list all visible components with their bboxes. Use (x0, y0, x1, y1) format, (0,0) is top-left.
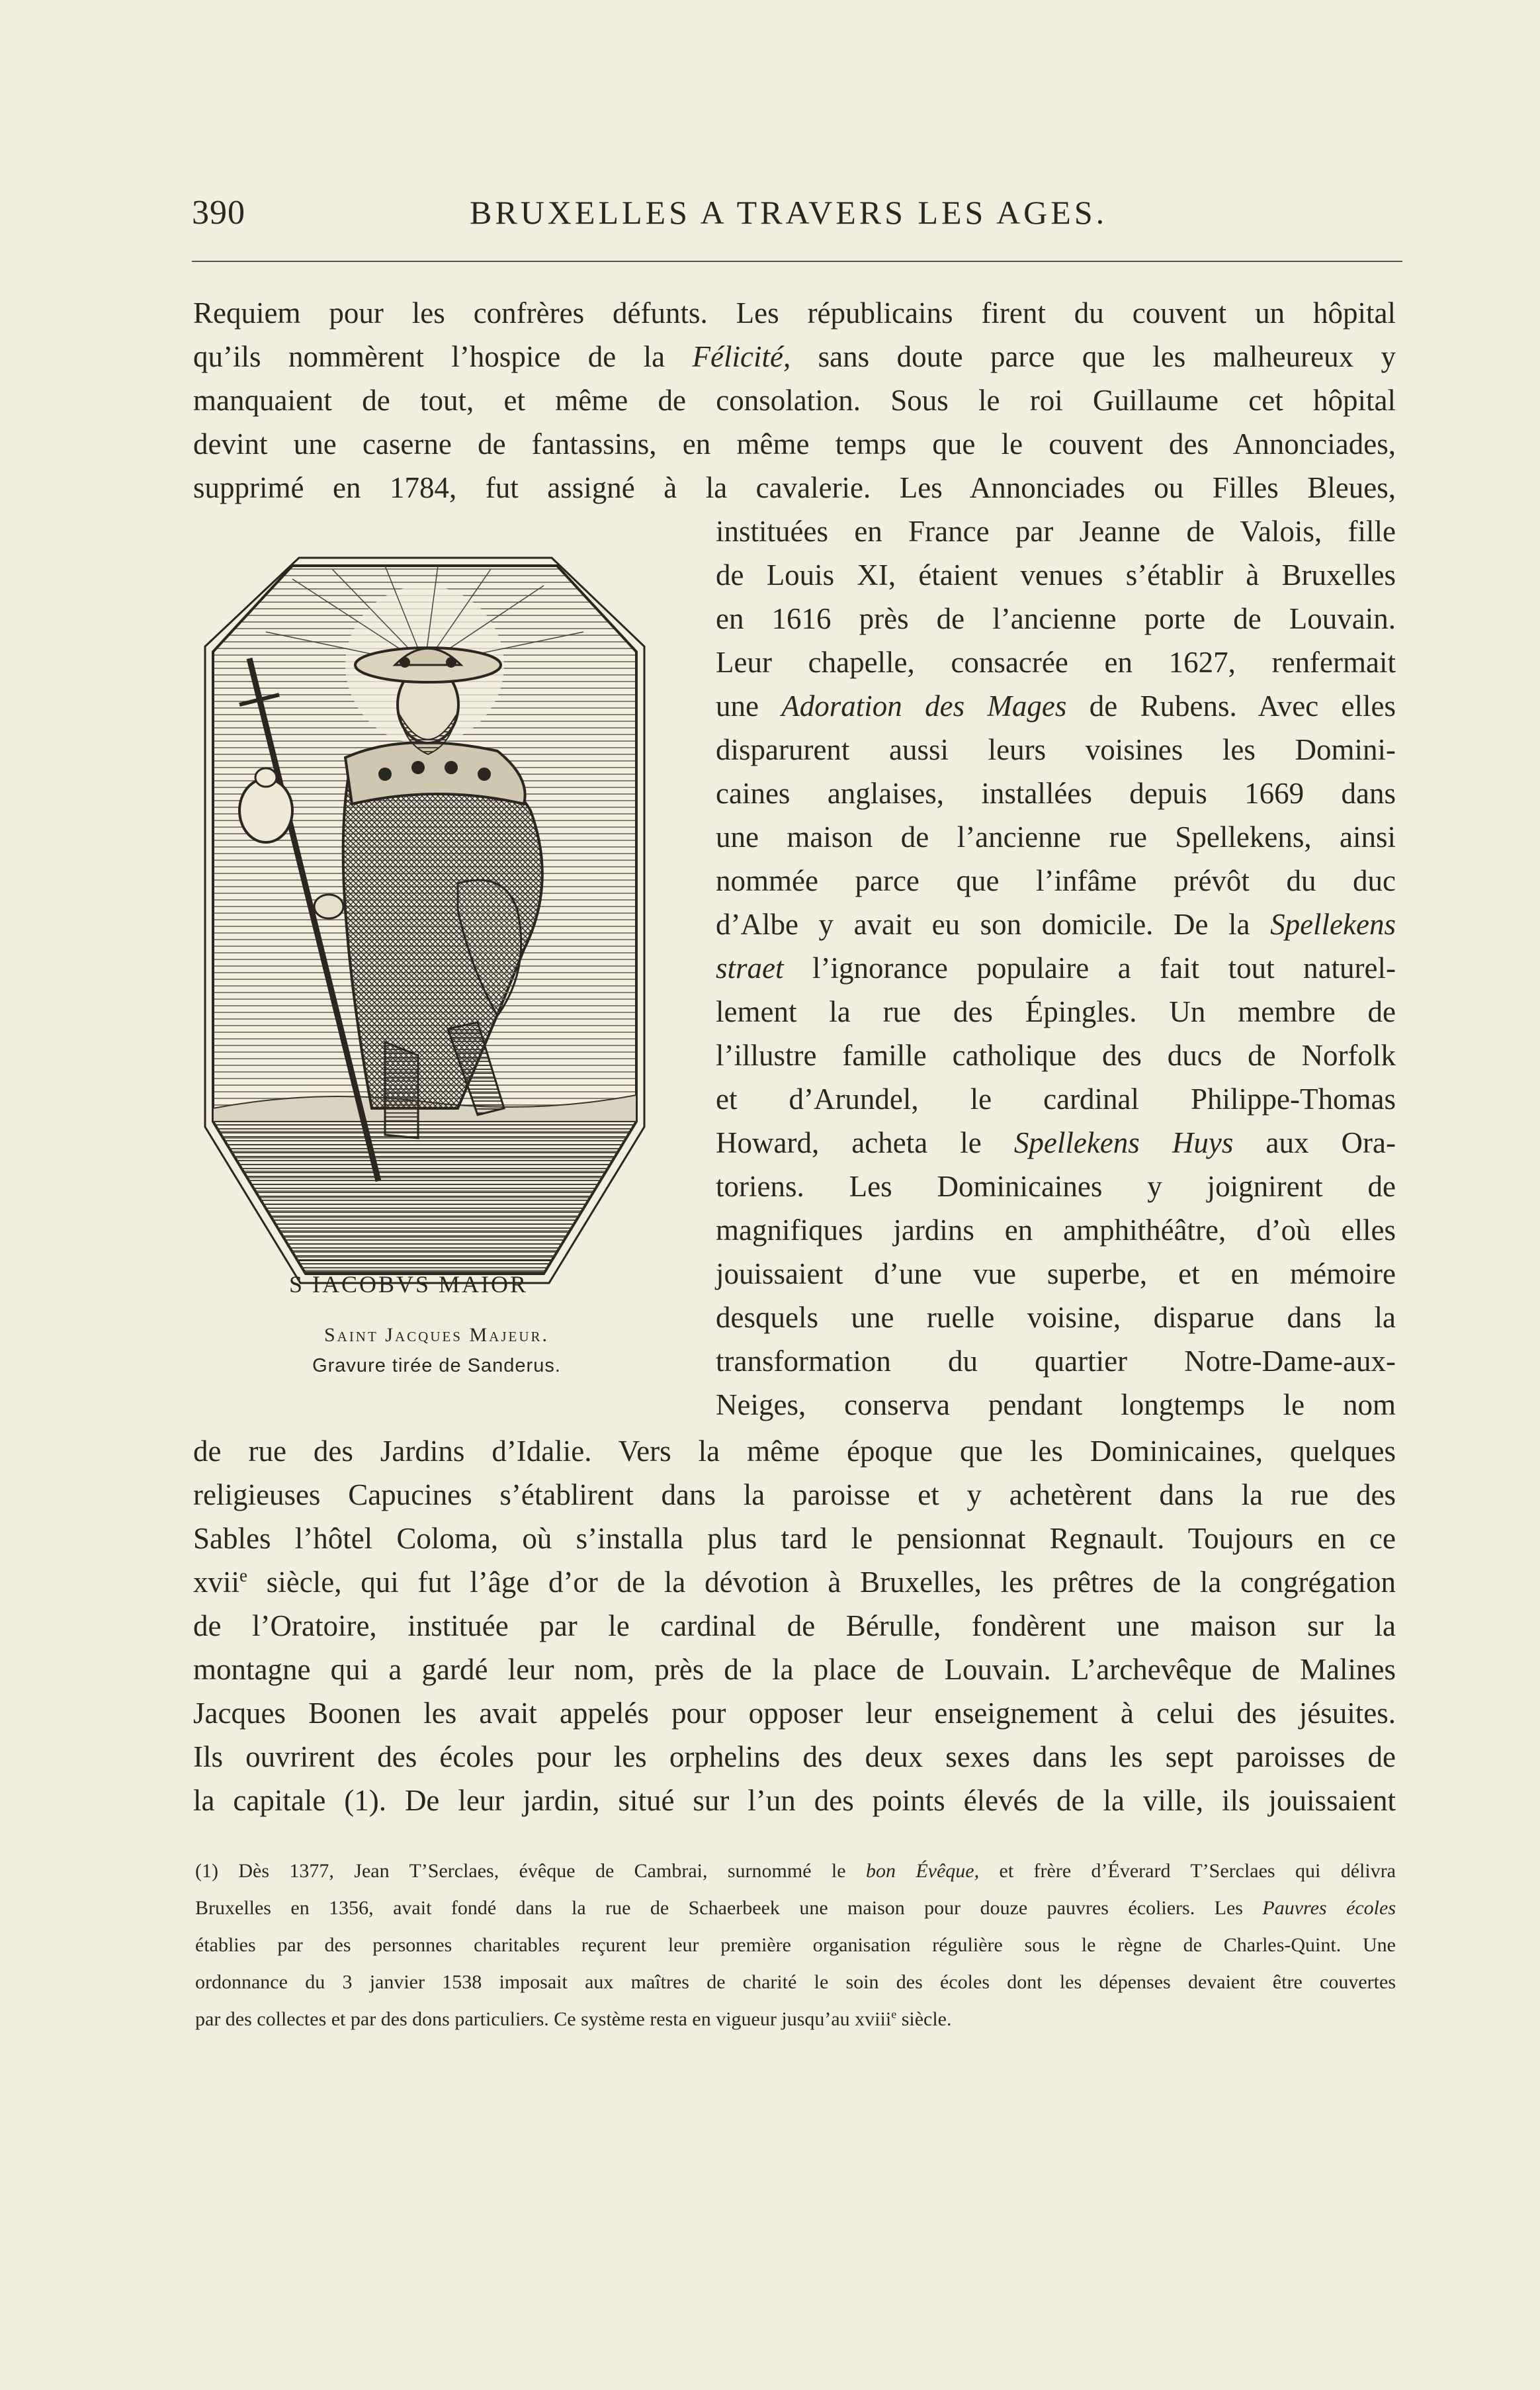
paragraph-right-column (716, 509, 1396, 1427)
text-line: magnifiques jardins en amphithéâtre, d’où elles (716, 1214, 1396, 1247)
paragraph-top (193, 291, 1396, 509)
text-line: l’illustre famille catholique des ducs de Norfolk (716, 1039, 1396, 1072)
paragraph-bottom (193, 1429, 1396, 1822)
text-line: Howard, acheta le Spellekens Huys aux Ora- (716, 1126, 1396, 1159)
text-line: manquaient de tout, et même de consolation. Sous le roi Guillaume cet hôpital (193, 384, 1396, 417)
text-line: straet l’ignorance populaire a fait tout naturel- (716, 952, 1396, 985)
text-line: transformation du quartier Notre-Dame-aux- (716, 1345, 1396, 1378)
text-line: devint une caserne de fantassins, en même temps que le couvent des Annonciades, (193, 427, 1396, 461)
text-line: une Adoration des Mages de Rubens. Avec elles (716, 689, 1396, 723)
text-line: Sables l’hôtel Coloma, où s’installa plus tard le pensionnat Regnault. Toujours en ce (193, 1522, 1396, 1555)
header-rule (192, 261, 1402, 262)
text-line: une maison de l’ancienne rue Spellekens, ainsi (716, 820, 1396, 854)
text-line: Neiges, conserva pendant longtemps le nom (716, 1388, 1396, 1421)
text-line: xvii$^e$ siècle, qui fut l’âge d’or de la dévotion à Bruxelles, les prêtres de la congrégation (193, 1566, 1396, 1599)
text-line: Leur chapelle, consacrée en 1627, renfermait (716, 646, 1396, 679)
engraving-figure (187, 539, 663, 1300)
saint-james-engraving (187, 539, 663, 1300)
text-line: par des collectes et par des dons particuliers. Ce système resta en vigueur jusqu’au xviii$^e$ siècle. (195, 2008, 952, 2030)
text-line: nommée parce que l’infâme prévôt du duc (716, 864, 1396, 897)
running-head (192, 193, 1396, 240)
text-line: et d’Arundel, le cardinal Philippe-Thomas (716, 1083, 1396, 1116)
page-number: 390 (192, 194, 245, 232)
text-line: lement la rue des Épingles. Un membre de (716, 995, 1396, 1028)
text-line: établies par des personnes charitables reçurent leur première organisation régulière sous le règne de Charles-Quint. Une (195, 1934, 1396, 1956)
figure-caption (192, 1320, 681, 1381)
text-line: Jacques Boonen les avait appelés pour opposer leur enseignement à celui des jésuites. (193, 1697, 1396, 1730)
text-line: ordonnance du 3 janvier 1538 imposait aux maîtres de charité le soin des écoles dont les dépenses devaient être couvertes (195, 1971, 1396, 1993)
text-line: en 1616 près de l’ancienne porte de Louvain. (716, 602, 1396, 635)
text-line: caines anglaises, installées depuis 1669 dans (716, 777, 1396, 810)
text-line: (1) Dès 1377, Jean T’Serclaes, évêque de Cambrai, surnommé le bon Évêque, et frère d’Éverard T’Serclaes qui délivra (195, 1860, 1396, 1882)
text-line: instituées en France par Jeanne de Valois, fille (716, 515, 1396, 548)
text-line: d’Albe y avait eu son domicile. De la Spellekens (716, 908, 1396, 941)
text-line: de rue des Jardins d’Idalie. Vers la même époque que les Dominicaines, quelques (193, 1435, 1396, 1468)
text-line: Requiem pour les confrères défunts. Les républicains firent du couvent un hôpital (193, 296, 1396, 330)
text-line: la capitale (1). De leur jardin, situé sur l’un des points élevés de la ville, ils jouissaient (193, 1784, 1396, 1817)
caption-credit: Gravure tirée de Sanderus. (312, 1355, 561, 1376)
engraving-legend: S IACOBVS MAIOR (289, 1271, 529, 1298)
text-line: Bruxelles en 1356, avait fondé dans la rue de Schaerbeek une maison pour douze pauvres écoliers. Les Pauvres écoles (195, 1897, 1396, 1919)
text-line: supprimé en 1784, fut assigné à la cavalerie. Les Annonciades ou Filles Bleues, (193, 471, 1396, 504)
text-line: disparurent aussi leurs voisines les Domini- (716, 733, 1396, 766)
text-line: de Louis XI, étaient venues s’établir à Bruxelles (716, 558, 1396, 592)
text-line: Ils ouvrirent des écoles pour les orphelins des deux sexes dans les sept paroisses de (193, 1740, 1396, 1773)
caption-title: Saint Jacques Majeur. (323, 1324, 550, 1346)
footnote (195, 1853, 1396, 2038)
text-line: de l’Oratoire, instituée par le cardinal de Bérulle, fondèrent une maison sur la (193, 1609, 1396, 1642)
text-line: desquels une ruelle voisine, disparue dans la (716, 1301, 1396, 1334)
text-line: montagne qui a gardé leur nom, près de la place de Louvain. L’archevêque de Malines (193, 1653, 1396, 1686)
text-line: jouissaient d’une vue superbe, et en mémoire (716, 1257, 1396, 1290)
text-line: religieuses Capucines s’établirent dans la paroisse et y achetèrent dans la rue des (193, 1478, 1396, 1511)
text-line: toriens. Les Dominicaines y joignirent de (716, 1170, 1396, 1203)
running-title: BRUXELLES A TRAVERS LES AGES. (470, 194, 1108, 231)
text-line: qu’ils nommèrent l’hospice de la Félicité, sans doute parce que les malheureux y (193, 340, 1396, 373)
